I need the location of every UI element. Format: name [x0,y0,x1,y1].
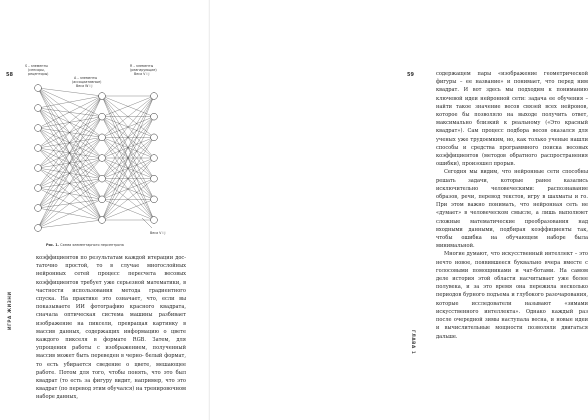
right-page-number: 59 [407,72,414,78]
s-a-connection [38,117,102,188]
a-label-line2: (ассоциативные) [72,80,102,84]
s-a-connection [38,158,102,168]
s-a-connection [38,108,102,199]
right-paragraph: содержащем пары «изображение геометрической фигуры – ее название» и понимает, что перед ним квадрат. И вот здесь мы подходим к пониманию ключевой идеи нейронной сети: задача ее обучения – найти такое значение весов связей всех нейронов, которое бы позволяло на выходе получить ответ, максимально близкий к реальному («Это красный квадрат»). Сам процесс подбора весов оказался для ученых уже трудоемким, но, как только ученые нашли способы и средства программного поиска весовых коэффициентов (методов обратного распространения ошибки), произошел прорыв. [436,71,588,168]
r-node [151,196,158,203]
left-body-text [36,254,186,402]
s-a-connection [38,128,102,179]
a-node [99,113,106,120]
perceptron-figure [24,62,180,240]
a-node [99,155,106,162]
a-node [99,134,106,141]
s-node [35,105,42,112]
right-body-text [436,70,588,341]
s-a-connection [38,137,102,188]
s-to-a-connections [38,88,102,228]
figure-caption [46,243,124,247]
s-a-connection [38,128,102,199]
s-a-connection [38,88,102,220]
s-node [35,85,42,92]
r-node [151,113,158,120]
s-a-connection [38,117,102,128]
s-a-connection [38,148,102,158]
a-node [99,196,106,203]
right-page [210,0,588,420]
weight-callout-label: Веса V i j [150,231,166,235]
s-node [35,125,42,132]
r-label-line1: R – элементы [130,64,154,68]
s-a-connection [38,88,102,96]
s-a-connection [38,148,102,220]
s-a-connection [38,96,102,168]
left-running-head: ИГРА ЖИЗНИ [7,291,12,330]
r-node [151,93,158,100]
left-page-number: 58 [6,72,13,78]
r-node [151,134,158,141]
s-label-line1: S – элементы [25,64,48,68]
caption-number: Рис. 1. [46,243,59,247]
s-a-connection [38,148,102,199]
s-a-connection [38,137,102,148]
a-weight-label: Веса W i j [76,84,93,88]
s-a-connection [38,88,102,158]
s-a-connection [38,117,102,168]
s-a-connection [38,96,102,148]
s-node [35,165,42,172]
s-a-connection [38,96,102,108]
a-node [99,93,106,100]
s-node [35,205,42,212]
s-node [35,145,42,152]
perceptron-diagram [24,62,180,240]
s-node [35,225,42,232]
s-a-connection [38,168,102,179]
s-label-line2: (сенсоры, [28,68,45,72]
r-node [151,155,158,162]
s-label-line3: рецепторы) [28,72,49,76]
a-node [99,217,106,224]
right-running-head: ГЛАВА 1 [411,330,416,355]
s-a-connection [38,179,102,188]
s-node [35,185,42,192]
s-a-connection [38,128,102,137]
caption-text: Схема элементарного персептрона [60,243,124,247]
s-a-connection [38,96,102,228]
left-paragraph: коэффициентов по результатам каждой итерации дос- таточно простой, то в случае многослойных нейронных сетей процесс пересчета весовых коэффициентов требует уже серьезной математики, в частности использования метода градиентного спуска. На практике это означает, что, если вы показываете ИИ фотографию красного квадрата, сначала оптическая система машины разбивает изображение на пиксели, превращая картинку в массив данных, содержащих информацию о цвете каждого пикселя в формате RGB. Затем, для упрощения работы с изображением, полученный массив может быть переведен в черно- белый формат, то есть убирается сведение о цвете, мешающее работе. Потом для того, чтобы понять, что это был квадрат (то есть за фигуру видит, например, что это квадрат (по перевод этим обучался) на тренировочном наборе данных, [36,255,186,401]
s-a-connection [38,158,102,228]
left-page [0,0,210,420]
r-weight-label: Веса V i j [134,72,150,76]
s-a-connection [38,168,102,220]
s-a-connection [38,117,102,208]
s-a-connection [38,220,102,228]
right-paragraph: Многие думают, что искусственный интеллект – это нечто новое, появившееся буквально вчера вместе с голосовыми помощниками и чат-ботами. На самом деле история этой области насчитывает уже более полувека, и за это время она пережила несколько периодов бурного подъема и глубокого разочарования, которые исследователи называют «зимами искусственного интеллекта». Однако каждый раз после очередной зимы наступала весна, и новые идеи и вычислительные мощности позволяли двигаться дальше. [436,251,588,340]
s-a-connection [38,188,102,199]
s-a-connection [38,208,102,220]
a-label-line1: А – элементы [74,76,98,80]
r-node [151,217,158,224]
r-node [151,175,158,182]
a-node [99,175,106,182]
r-label-line2: (реагирующие) [130,68,157,72]
a-to-r-connections [102,96,154,220]
right-paragraph: Сегодня мы видим, что нейронные сети способны решать задачи, которые ранее казались исключительно человеческими: распознавание образов, речи, перевод текстов, игру в шахматы и го. При этом важно понимать, что нейронная сеть не «думает» в человеческом смысле, а лишь выполняет сложные математические преобразования над входными данными, подбирая коэффициенты так, чтобы ошибка на обучающем наборе была минимальной. [436,169,588,250]
